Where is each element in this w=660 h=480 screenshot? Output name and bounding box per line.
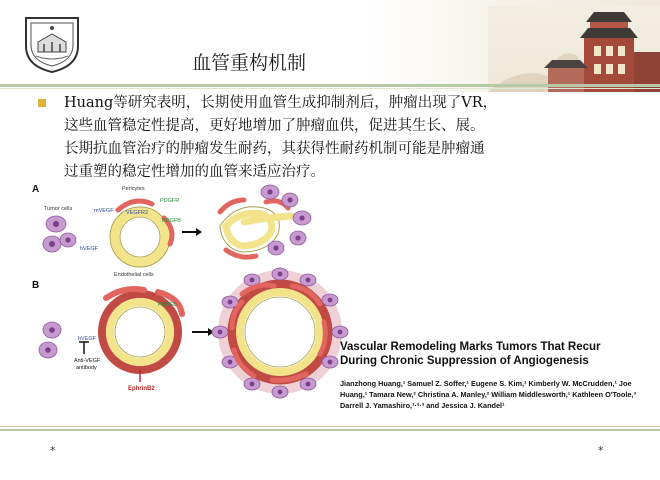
footer-divider-thin [0, 426, 660, 427]
tumor-cells-group [43, 216, 76, 252]
panel-a-letter: A [32, 184, 40, 195]
footer-right-marker: * [598, 444, 604, 457]
label-endothelial-cells: Endothelial cells [114, 272, 154, 278]
footer-left-marker: * [50, 444, 56, 457]
paragraph-line: Huang等研究表明，长期使用血管生成抑制剂后，肿瘤出现了VR， [64, 95, 498, 111]
paragraph-line: 这些血管稳定性提高，更好地增加了肿瘤血供，促进其生长、展。 [64, 118, 485, 134]
label-ephrinb2: EphrinB2 [128, 386, 155, 392]
paragraph-line: 长期抗血管治疗的肿瘤发生耐药，其获得性耐药机制可能是肿瘤通 [64, 141, 485, 157]
label-vegfr2: VEGFR2 [126, 210, 149, 216]
label-pericytes: Pericytes [122, 186, 145, 192]
footer-divider [0, 429, 660, 431]
label-tumor-cells: Tumor cells [44, 206, 73, 212]
campus-building-picture [488, 6, 660, 92]
label-mvegf: mVEGF [94, 208, 114, 214]
label-b-pdgfb: PDGFB [158, 302, 177, 308]
label-b-hvegf: hVEGF [78, 336, 97, 342]
label-anti-vegf: Anti-VEGF [74, 358, 101, 364]
paragraph-line: 过重塑的稳定性增加的血管来适应治疗。 [64, 164, 325, 180]
panel-b-letter: B [32, 280, 40, 291]
label-hvegf: hVEGF [80, 246, 99, 252]
header-divider [0, 84, 660, 87]
label-antibody: antibody [76, 365, 97, 371]
body-paragraph [64, 92, 624, 184]
paper-title: Vascular Remodeling Marks Tumors That Recur During Chronic Suppression of Angiogenesis [340, 341, 601, 367]
label-pdgfb: PDGFB [162, 218, 181, 224]
header-divider-thin [0, 88, 660, 89]
university-seal-logo [22, 12, 82, 74]
paper-authors: Jianzhong Huang,¹ Samuel Z. Soffer,¹ Eugene S. Kim,¹ Kimberly W. McCrudden,¹ Joe Huang,¹ Tamara New,² Christina A. Manley,² William Middlesworth,¹ Kathleen O'Toole,³ Darrell J. Yamashiro,¹·²·³ and Jessica J. Kandel¹ [340, 379, 636, 410]
slide-title: 血管重构机制 [192, 52, 307, 74]
bullet-square-icon [38, 99, 46, 107]
paper-citation [340, 340, 640, 411]
label-pdgfr: PDGFR [160, 198, 180, 204]
